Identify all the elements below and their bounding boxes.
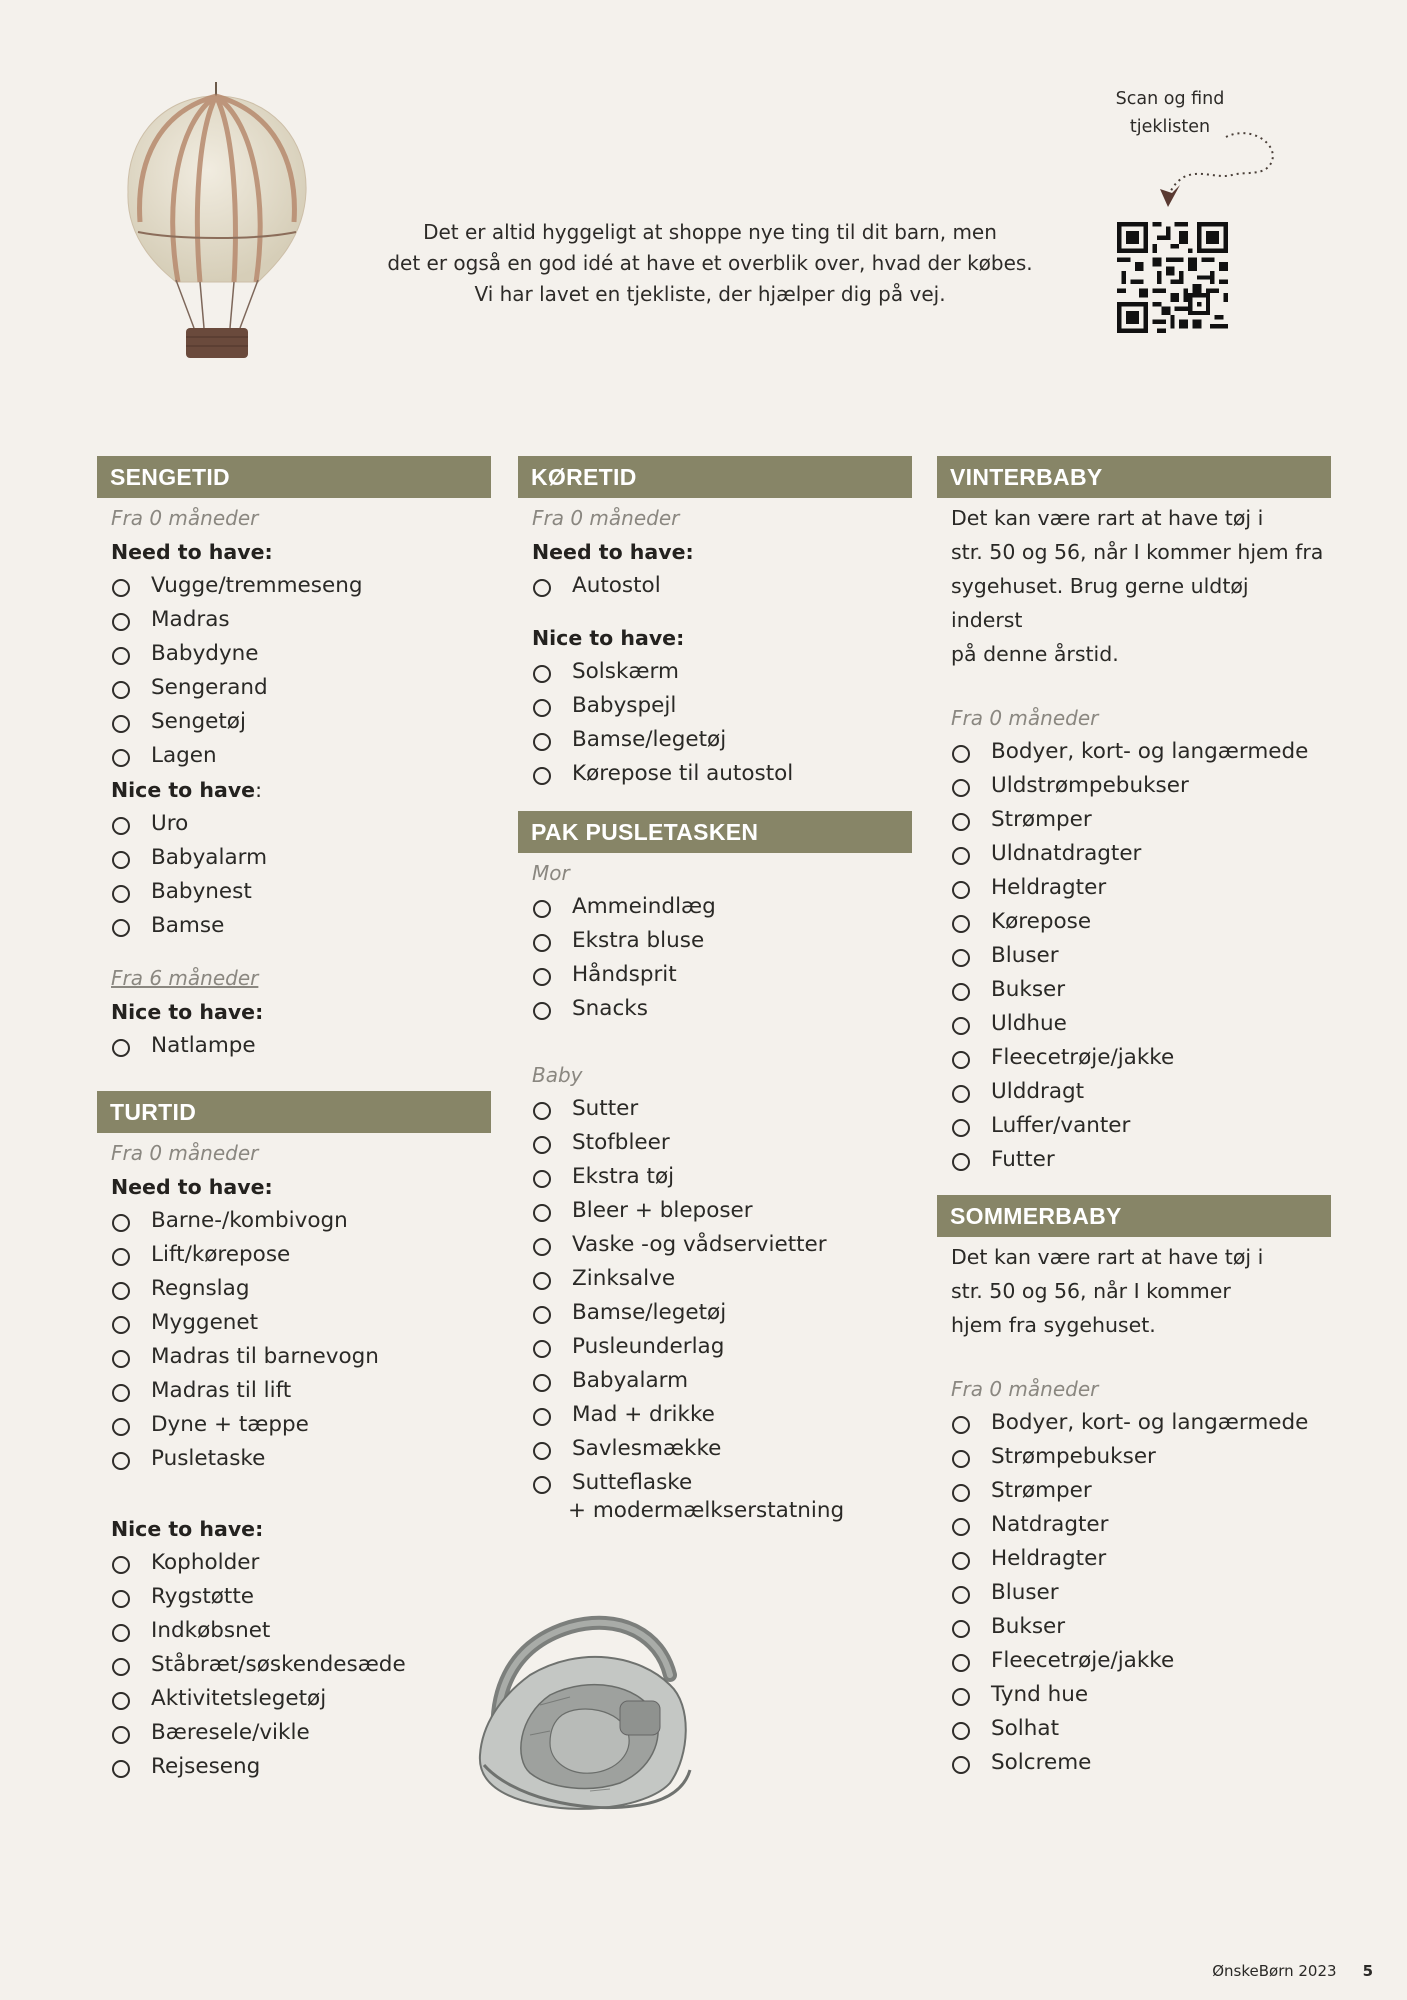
checkbox-circle-icon[interactable] xyxy=(952,1518,970,1536)
checklist-item[interactable] xyxy=(518,1262,912,1296)
checklist-item-label: Solhat xyxy=(991,1716,1060,1741)
checklist-item[interactable] xyxy=(937,1041,1331,1075)
section-header-pusletasken: PAK PUSLETASKEN xyxy=(518,811,912,853)
checkbox-circle-icon[interactable] xyxy=(112,817,130,835)
checkbox-circle-icon[interactable] xyxy=(533,1272,551,1290)
checklist-item[interactable] xyxy=(518,1228,912,1262)
checklist-item[interactable] xyxy=(97,569,491,603)
checklist-item-label: Fleecetrøje/jakke xyxy=(991,1045,1175,1070)
checklist-item[interactable] xyxy=(518,1330,912,1364)
checkbox-circle-icon[interactable] xyxy=(533,1306,551,1324)
checkbox-circle-icon[interactable] xyxy=(952,779,970,797)
checklist-item-label: Babydyne xyxy=(151,641,259,666)
checkbox-circle-icon[interactable] xyxy=(533,665,551,683)
intro-line: Det er altid hyggeligt at shoppe nye ting til dit barn, men xyxy=(423,220,997,244)
checkbox-circle-icon[interactable] xyxy=(533,1204,551,1222)
checkbox-circle-icon[interactable] xyxy=(112,1726,130,1744)
checklist xyxy=(518,655,912,791)
checklist-item[interactable] xyxy=(937,1109,1331,1143)
nice-to-have-colon: : xyxy=(255,778,263,802)
age-label: Fra 0 måneder xyxy=(111,1141,259,1165)
checklist xyxy=(97,1204,491,1476)
checklist-item[interactable] xyxy=(937,1610,1331,1644)
dotted-arrow-icon xyxy=(1160,125,1280,210)
checkbox-circle-icon[interactable] xyxy=(533,733,551,751)
footer-brand: ØnskeBørn 2023 xyxy=(1212,1962,1337,1980)
intro-line: Vi har lavet en tjekliste, der hjælper dig på vej. xyxy=(474,282,946,306)
checklist-item[interactable] xyxy=(97,1614,491,1648)
checklist-item-label: Madras til barnevogn xyxy=(151,1344,379,1369)
checklist-item-label: Uldnatdragter xyxy=(991,841,1142,866)
checklist-item[interactable] xyxy=(937,1075,1331,1109)
checklist-item-label: Zinksalve xyxy=(572,1266,676,1291)
checkbox-circle-icon[interactable] xyxy=(112,681,130,699)
checkbox-circle-icon[interactable] xyxy=(533,900,551,918)
checklist-item-continuation: + modermælkserstatning xyxy=(568,1498,845,1523)
column-right xyxy=(937,456,1331,1780)
checklist-item-label: Kørepose til autostol xyxy=(572,761,794,786)
checklist-item[interactable] xyxy=(937,1406,1331,1440)
description-line: str. 50 og 56, når I kommer xyxy=(951,1279,1231,1303)
checklist-item-label: Ståbræt/søskendesæde xyxy=(151,1652,406,1677)
checklist-item[interactable] xyxy=(518,1364,912,1398)
checkbox-circle-icon[interactable] xyxy=(112,1760,130,1778)
checklist-item-label: Tynd hue xyxy=(991,1682,1089,1707)
age-label: Fra 0 måneder xyxy=(951,706,1099,730)
checkbox-circle-icon[interactable] xyxy=(112,1692,130,1710)
checklist-item-label: Babyalarm xyxy=(572,1368,689,1393)
checklist-item-label: Savlesmække xyxy=(572,1436,722,1461)
checklist-item[interactable] xyxy=(518,757,912,791)
checklist-item[interactable] xyxy=(97,841,491,875)
checklist-item[interactable] xyxy=(937,1576,1331,1610)
checklist-item-label: Strømper xyxy=(991,1478,1092,1503)
checkbox-circle-icon[interactable] xyxy=(533,1170,551,1188)
section-header-vinterbaby: VINTERBABY xyxy=(937,456,1331,498)
description-line: Det kan være rart at have tøj i xyxy=(951,1245,1264,1269)
checklist-item[interactable] xyxy=(937,1542,1331,1576)
checklist-item-label: Strømper xyxy=(991,807,1092,832)
checklist-item-label: Bamse/legetøj xyxy=(572,1300,727,1325)
checkbox-circle-icon[interactable] xyxy=(112,1350,130,1368)
checkbox-circle-icon[interactable] xyxy=(952,813,970,831)
description-line: Det kan være rart at have tøj i xyxy=(951,506,1264,530)
need-to-have-label: Need to have: xyxy=(532,540,694,564)
checklist-item-label: Bukser xyxy=(991,1614,1066,1639)
checklist-item-label: Strømpebukser xyxy=(991,1444,1156,1469)
checklist xyxy=(518,569,912,603)
checklist-item[interactable] xyxy=(97,739,491,773)
checklist xyxy=(518,890,912,1026)
checklist-item[interactable] xyxy=(97,1546,491,1580)
checkbox-circle-icon[interactable] xyxy=(952,1119,970,1137)
checkbox-circle-icon[interactable] xyxy=(952,1722,970,1740)
checkbox-circle-icon[interactable] xyxy=(952,1620,970,1638)
checkbox-circle-icon[interactable] xyxy=(112,749,130,767)
age-label: Fra 6 måneder xyxy=(111,966,259,990)
checkbox-circle-icon[interactable] xyxy=(952,949,970,967)
checklist xyxy=(518,1466,912,1524)
description-line: str. 50 og 56, når I kommer hjem fra xyxy=(951,540,1324,564)
qr-code[interactable] xyxy=(1117,222,1228,333)
checklist-item-label: Babyspejl xyxy=(572,693,677,718)
checklist-item[interactable] xyxy=(518,1160,912,1194)
checkbox-circle-icon[interactable] xyxy=(533,699,551,717)
checkbox-circle-icon[interactable] xyxy=(952,1586,970,1604)
checklist-item-label: Bodyer, kort- og langærmede xyxy=(991,1410,1309,1435)
checklist-item-label: Lagen xyxy=(151,743,217,768)
checklist-item[interactable] xyxy=(937,1440,1331,1474)
checklist-item[interactable] xyxy=(937,1508,1331,1542)
checklist-item[interactable] xyxy=(937,1143,1331,1177)
section-header-turtid: TURTID xyxy=(97,1091,491,1133)
checklist-item-label: Kopholder xyxy=(151,1550,260,1575)
checklist-item[interactable] xyxy=(518,924,912,958)
checklist-item[interactable] xyxy=(937,905,1331,939)
checklist-item[interactable] xyxy=(518,1126,912,1160)
checklist-item[interactable] xyxy=(937,769,1331,803)
checklist-item[interactable] xyxy=(518,1398,912,1432)
nice-to-have-label xyxy=(97,773,491,807)
section-description xyxy=(937,1240,1331,1342)
checklist-item-label: Fleecetrøje/jakke xyxy=(991,1648,1175,1673)
checkbox-circle-icon[interactable] xyxy=(533,968,551,986)
page-footer xyxy=(1212,1962,1373,1980)
checkbox-circle-icon[interactable] xyxy=(112,1248,130,1266)
intro-text xyxy=(380,217,1040,310)
checkbox-circle-icon[interactable] xyxy=(952,1051,970,1069)
checklist-item[interactable] xyxy=(97,705,491,739)
checklist-item[interactable] xyxy=(518,1092,912,1126)
hot-air-balloon-illustration xyxy=(118,82,318,364)
checklist-item-label: Babynest xyxy=(151,879,252,904)
checklist-item[interactable] xyxy=(97,1750,491,1784)
checklist-item-label: Bluser xyxy=(991,1580,1059,1605)
checklist xyxy=(97,569,491,773)
checkbox-circle-icon[interactable] xyxy=(533,1340,551,1358)
column-middle xyxy=(518,456,912,1524)
checkbox-circle-icon[interactable] xyxy=(533,1238,551,1256)
checkbox-circle-icon[interactable] xyxy=(952,1416,970,1434)
checkbox-circle-icon[interactable] xyxy=(952,915,970,933)
checklist-item-label: Madras til lift xyxy=(151,1378,292,1403)
checklist-item-label: Bukser xyxy=(991,977,1066,1002)
checklist-item-label: Håndsprit xyxy=(572,962,677,987)
checklist-item[interactable] xyxy=(97,603,491,637)
checklist-item-label: Kørepose xyxy=(991,909,1092,934)
checklist-item-label: Vaske -og vådservietter xyxy=(572,1232,827,1257)
checkbox-circle-icon[interactable] xyxy=(112,647,130,665)
checklist-item-label: Heldragter xyxy=(991,875,1107,900)
checkbox-circle-icon[interactable] xyxy=(952,1153,970,1171)
section-header-sengetid: SENGETID xyxy=(97,456,491,498)
checkbox-circle-icon[interactable] xyxy=(952,1756,970,1774)
checklist-item[interactable] xyxy=(97,1682,491,1716)
checkbox-circle-icon[interactable] xyxy=(533,1002,551,1020)
checklist-item-label: Bamse/legetøj xyxy=(572,727,727,752)
checkbox-circle-icon[interactable] xyxy=(533,1136,551,1154)
checklist-item-label: Autostol xyxy=(572,573,661,598)
checkbox-circle-icon[interactable] xyxy=(952,1484,970,1502)
checkbox-circle-icon[interactable] xyxy=(112,885,130,903)
checklist-item[interactable] xyxy=(518,1194,912,1228)
section-header-sommerbaby: SOMMERBABY xyxy=(937,1195,1331,1237)
checklist-item-label: Luffer/vanter xyxy=(991,1113,1131,1138)
checkbox-circle-icon[interactable] xyxy=(112,1282,130,1300)
checklist-item[interactable] xyxy=(518,958,912,992)
checkbox-circle-icon[interactable] xyxy=(952,847,970,865)
group-label-baby: Baby xyxy=(532,1063,583,1087)
checkbox-circle-icon[interactable] xyxy=(952,881,970,899)
checklist-item-label: Uldstrømpebukser xyxy=(991,773,1189,798)
checklist-item-label: Lift/kørepose xyxy=(151,1242,291,1267)
checkbox-circle-icon[interactable] xyxy=(112,1418,130,1436)
checklist-item-label: Solcreme xyxy=(991,1750,1092,1775)
checklist-item-label: Natdragter xyxy=(991,1512,1109,1537)
checkbox-circle-icon[interactable] xyxy=(952,1450,970,1468)
checklist-item[interactable] xyxy=(97,1340,491,1374)
checklist-item-label: Natlampe xyxy=(151,1033,256,1058)
checkbox-circle-icon[interactable] xyxy=(952,1017,970,1035)
checkbox-circle-icon[interactable] xyxy=(952,983,970,1001)
checklist-item-label: Ulddragt xyxy=(991,1079,1085,1104)
nice-to-have-text: Nice to have xyxy=(111,778,256,802)
checklist-item[interactable] xyxy=(518,1466,912,1524)
nice-to-have-label: Nice to have: xyxy=(111,1517,264,1541)
checkbox-circle-icon[interactable] xyxy=(533,1374,551,1392)
checklist-item-label: Pusleunderlag xyxy=(572,1334,725,1359)
checklist-item-label: Myggenet xyxy=(151,1310,259,1335)
checkbox-circle-icon[interactable] xyxy=(533,579,551,597)
checkbox-circle-icon[interactable] xyxy=(112,1590,130,1608)
checklist-item-label: Dyne + tæppe xyxy=(151,1412,309,1437)
checklist-item[interactable] xyxy=(937,735,1331,769)
checklist-item[interactable] xyxy=(97,637,491,671)
checklist-item[interactable] xyxy=(937,1746,1331,1780)
checkbox-circle-icon[interactable] xyxy=(112,1384,130,1402)
checkbox-circle-icon[interactable] xyxy=(112,1039,130,1057)
description-line: på denne årstid. xyxy=(951,642,1119,666)
checklist-item-label: Snacks xyxy=(572,996,648,1021)
checklist-item[interactable] xyxy=(518,655,912,689)
checklist-item[interactable] xyxy=(97,1238,491,1272)
checklist-item[interactable] xyxy=(97,1204,491,1238)
nice-to-have-label: Nice to have: xyxy=(111,1000,264,1024)
checklist-item[interactable] xyxy=(518,992,912,1026)
checklist-item-label: Rygstøtte xyxy=(151,1584,255,1609)
checklist-item-label: Bodyer, kort- og langærmede xyxy=(991,739,1309,764)
checklist-item[interactable] xyxy=(97,1374,491,1408)
age-label: Fra 0 måneder xyxy=(111,506,259,530)
checklist-item-label: Sengerand xyxy=(151,675,268,700)
checklist-item[interactable] xyxy=(937,939,1331,973)
checkbox-circle-icon[interactable] xyxy=(112,1452,130,1470)
checklist-item[interactable] xyxy=(937,837,1331,871)
checklist-item[interactable] xyxy=(97,1580,491,1614)
checklist-item-label: Ammeindlæg xyxy=(572,894,716,919)
checklist-item-label: Barne-/kombivogn xyxy=(151,1208,348,1233)
qr-label-line: Scan og find xyxy=(1115,89,1225,109)
infant-car-seat-illustration xyxy=(470,1605,710,1825)
checklist-item[interactable] xyxy=(518,890,912,924)
checklist-item-label: Bluser xyxy=(991,943,1059,968)
checkbox-circle-icon[interactable] xyxy=(112,919,130,937)
checklist-item[interactable] xyxy=(97,1306,491,1340)
checklist-item[interactable] xyxy=(518,723,912,757)
section-description xyxy=(937,501,1331,671)
section-header-koretid: KØRETID xyxy=(518,456,912,498)
intro-line: det er også en god idé at have et overblik over, hvad der købes. xyxy=(387,251,1033,275)
need-to-have-label: Need to have: xyxy=(111,540,273,564)
checklist xyxy=(518,1092,912,1466)
checklist xyxy=(937,735,1331,1177)
checklist-item[interactable] xyxy=(97,1442,491,1476)
checklist-item[interactable] xyxy=(97,1272,491,1306)
checklist-item[interactable] xyxy=(937,1678,1331,1712)
checklist-item[interactable] xyxy=(937,1644,1331,1678)
checklist xyxy=(97,1546,491,1784)
checkbox-circle-icon[interactable] xyxy=(112,579,130,597)
checklist-item[interactable] xyxy=(937,803,1331,837)
checklist-item-label: Indkøbsnet xyxy=(151,1618,271,1643)
checklist-item[interactable] xyxy=(97,1408,491,1442)
page-number: 5 xyxy=(1362,1962,1373,1980)
checklist-item[interactable] xyxy=(97,875,491,909)
checklist xyxy=(97,1029,491,1063)
checklist-item[interactable] xyxy=(518,569,912,603)
checklist-item-label: Ekstra bluse xyxy=(572,928,705,953)
checklist-item-label: Bamse xyxy=(151,913,225,938)
checklist-item-label: Babyalarm xyxy=(151,845,268,870)
checkbox-circle-icon[interactable] xyxy=(533,767,551,785)
checklist xyxy=(937,1406,1331,1780)
checkbox-circle-icon[interactable] xyxy=(952,1552,970,1570)
checkbox-circle-icon[interactable] xyxy=(112,1316,130,1334)
checkbox-circle-icon[interactable] xyxy=(533,934,551,952)
checklist-item-label: Heldragter xyxy=(991,1546,1107,1571)
checkbox-circle-icon[interactable] xyxy=(533,1442,551,1460)
checkbox-circle-icon[interactable] xyxy=(533,1476,551,1494)
checklist-item-label: Sutter xyxy=(572,1096,639,1121)
checklist-item-label: Aktivitetslegetøj xyxy=(151,1686,327,1711)
checklist-item-label: Rejseseng xyxy=(151,1754,261,1779)
checklist-item-label: Solskærm xyxy=(572,659,679,684)
checklist-item[interactable] xyxy=(937,871,1331,905)
checklist-item[interactable] xyxy=(518,1432,912,1466)
checkbox-circle-icon[interactable] xyxy=(112,613,130,631)
checklist-item-label: Pusletaske xyxy=(151,1446,266,1471)
checklist-item-label: Vugge/tremmeseng xyxy=(151,573,363,598)
checklist-item-label: Uldhue xyxy=(991,1011,1067,1036)
checkbox-circle-icon[interactable] xyxy=(952,1688,970,1706)
checkbox-circle-icon[interactable] xyxy=(952,1085,970,1103)
checklist-item[interactable] xyxy=(97,671,491,705)
age-label: Fra 0 måneder xyxy=(951,1377,1099,1401)
checkbox-circle-icon[interactable] xyxy=(112,851,130,869)
checklist-item[interactable] xyxy=(937,973,1331,1007)
nice-to-have-label: Nice to have: xyxy=(532,626,685,650)
description-line: sygehuset. Brug gerne uldtøj inderst xyxy=(951,574,1249,632)
checkbox-circle-icon[interactable] xyxy=(533,1102,551,1120)
checklist xyxy=(97,807,491,943)
checklist-item-label: Ekstra tøj xyxy=(572,1164,675,1189)
checklist-item-label: Sengetøj xyxy=(151,709,246,734)
checklist-item[interactable] xyxy=(937,1712,1331,1746)
checkbox-circle-icon[interactable] xyxy=(533,1408,551,1426)
checklist-item[interactable] xyxy=(518,689,912,723)
description-line: hjem fra sygehuset. xyxy=(951,1313,1156,1337)
checklist-item[interactable] xyxy=(937,1474,1331,1508)
checklist-item[interactable] xyxy=(937,1007,1331,1041)
age-label: Fra 0 måneder xyxy=(532,506,680,530)
checkbox-circle-icon[interactable] xyxy=(112,1214,130,1232)
checklist-item[interactable] xyxy=(97,909,491,943)
qr-label-line: tjeklisten xyxy=(1129,117,1211,137)
checklist-item-label: Futter xyxy=(991,1147,1055,1172)
checkbox-circle-icon[interactable] xyxy=(952,745,970,763)
checklist-item[interactable] xyxy=(97,1029,491,1063)
checklist-item-label: Stofbleer xyxy=(572,1130,670,1155)
checklist-item[interactable] xyxy=(97,807,491,841)
checkbox-circle-icon[interactable] xyxy=(112,715,130,733)
checkbox-circle-icon[interactable] xyxy=(952,1654,970,1672)
checklist-item[interactable] xyxy=(518,1296,912,1330)
checkbox-circle-icon[interactable] xyxy=(112,1658,130,1676)
need-to-have-label: Need to have: xyxy=(111,1175,273,1199)
checklist-item-label: Uro xyxy=(151,811,189,836)
checklist-item-label: Madras xyxy=(151,607,230,632)
group-label-mor: Mor xyxy=(532,861,570,885)
checklist-item-label: Bæresele/vikle xyxy=(151,1720,310,1745)
checklist-item-label: Regnslag xyxy=(151,1276,250,1301)
checklist-item-label: Sutteflaske xyxy=(572,1470,693,1495)
column-left xyxy=(97,456,491,1784)
checklist-item[interactable] xyxy=(97,1648,491,1682)
checklist-item-label: Mad + drikke xyxy=(572,1402,715,1427)
checkbox-circle-icon[interactable] xyxy=(112,1624,130,1642)
checklist-item[interactable] xyxy=(97,1716,491,1750)
checkbox-circle-icon[interactable] xyxy=(112,1556,130,1574)
checklist-item-label: Bleer + bleposer xyxy=(572,1198,753,1223)
